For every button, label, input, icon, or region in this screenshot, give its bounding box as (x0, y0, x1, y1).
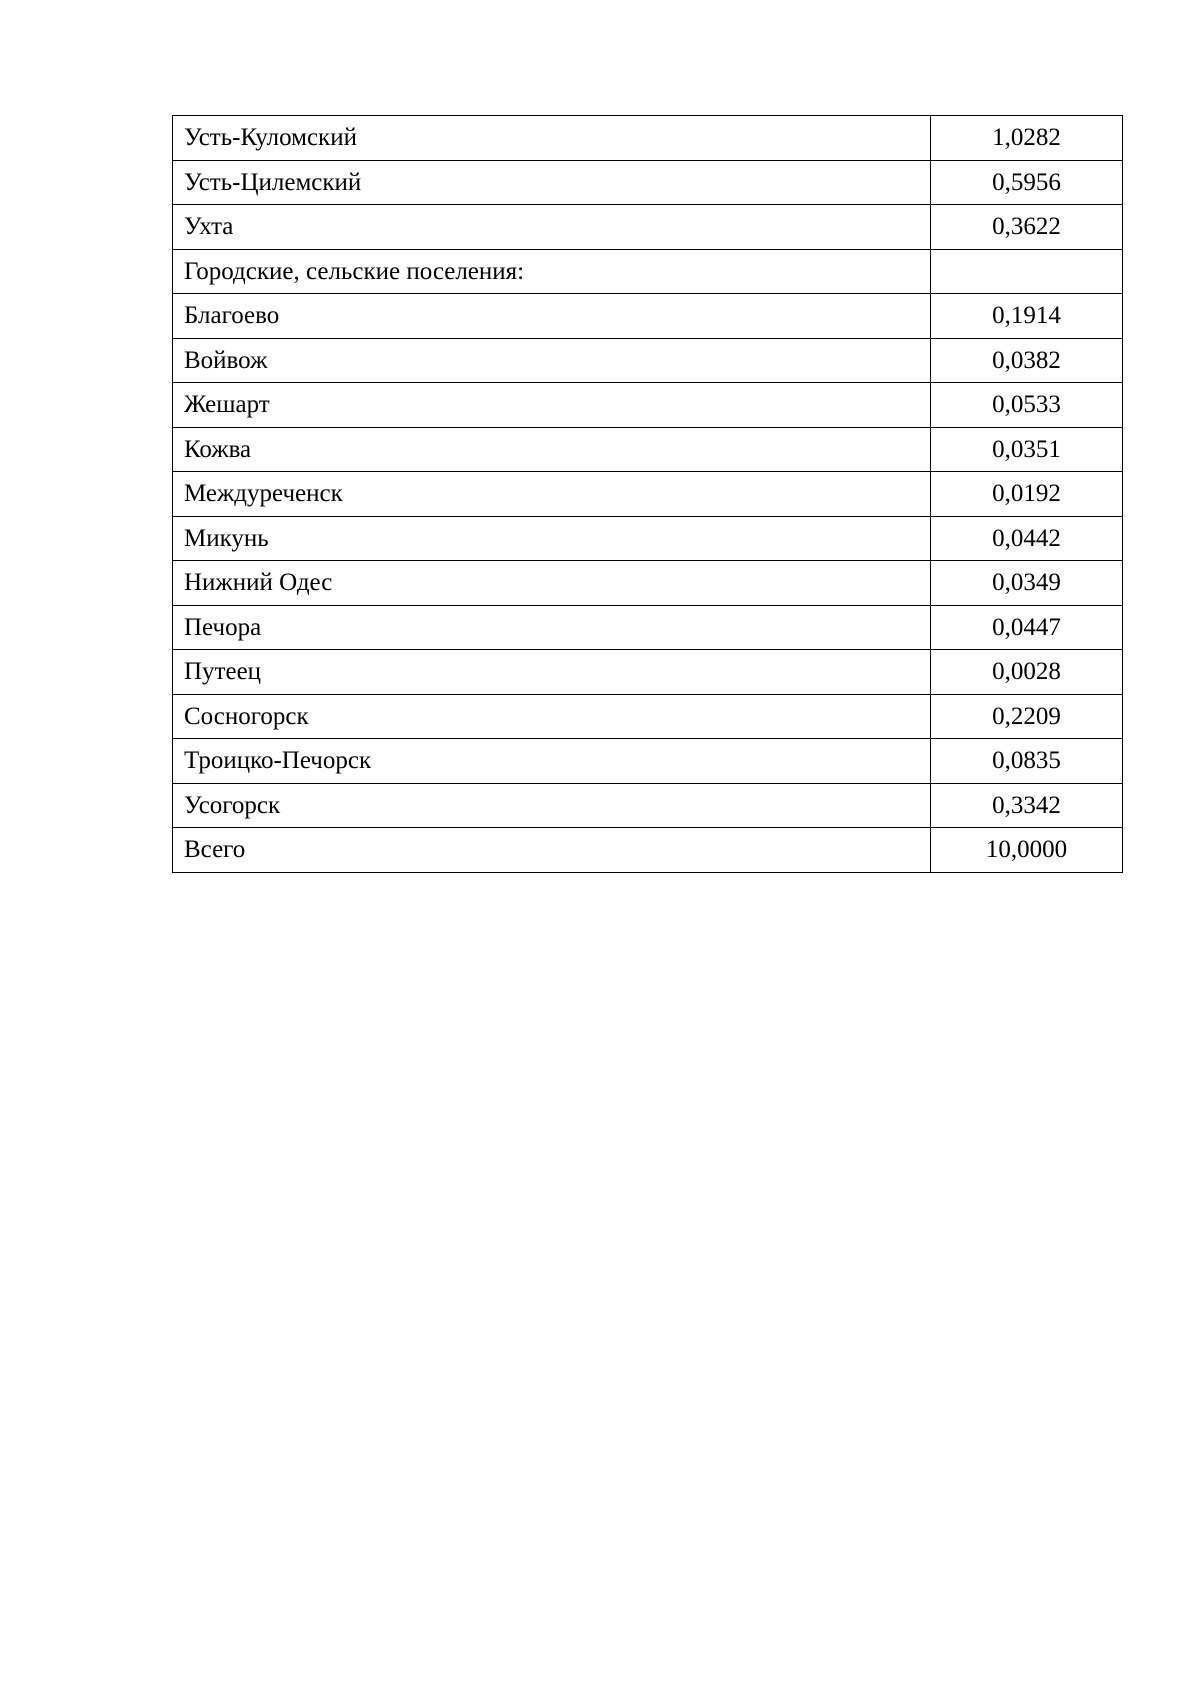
row-name-cell: Троицко-Печорск (173, 739, 931, 784)
table-row (173, 561, 1123, 606)
row-name-cell: Благоево (173, 294, 931, 339)
table-row (173, 694, 1123, 739)
row-value-cell (931, 249, 1123, 294)
total-value-cell: 10,0000 (931, 828, 1123, 873)
table-row (173, 650, 1123, 695)
row-name-cell: Жешарт (173, 383, 931, 428)
row-value-cell: 0,0382 (931, 338, 1123, 383)
table-row (173, 472, 1123, 517)
row-name-cell: Ухта (173, 205, 931, 250)
row-name-cell: Микунь (173, 516, 931, 561)
table-row (173, 427, 1123, 472)
table-row (173, 116, 1123, 161)
row-name-cell: Сосногорск (173, 694, 931, 739)
row-value-cell: 0,0351 (931, 427, 1123, 472)
row-value-cell: 0,0192 (931, 472, 1123, 517)
row-value-cell: 0,1914 (931, 294, 1123, 339)
row-value-cell: 0,2209 (931, 694, 1123, 739)
row-name-cell: Усть-Цилемский (173, 160, 931, 205)
table-section-row (173, 249, 1123, 294)
row-name-cell: Войвож (173, 338, 931, 383)
table-row (173, 205, 1123, 250)
table-row (173, 160, 1123, 205)
table-row (173, 739, 1123, 784)
table-body (173, 116, 1123, 873)
row-value-cell: 0,0447 (931, 605, 1123, 650)
row-name-cell: Усогорск (173, 783, 931, 828)
row-name-cell: Путеец (173, 650, 931, 695)
table-row (173, 338, 1123, 383)
section-heading-cell: Городские, сельские поселения: (173, 249, 931, 294)
row-value-cell: 1,0282 (931, 116, 1123, 161)
coefficients-table (172, 115, 1123, 873)
row-value-cell: 0,0835 (931, 739, 1123, 784)
table-row (173, 294, 1123, 339)
total-label-cell: Всего (173, 828, 931, 873)
table-row (173, 605, 1123, 650)
row-name-cell: Кожва (173, 427, 931, 472)
row-name-cell: Печора (173, 605, 931, 650)
row-value-cell: 0,3622 (931, 205, 1123, 250)
row-value-cell: 0,0442 (931, 516, 1123, 561)
row-name-cell: Междуреченск (173, 472, 931, 517)
row-value-cell: 0,5956 (931, 160, 1123, 205)
row-value-cell: 0,0349 (931, 561, 1123, 606)
row-value-cell: 0,0533 (931, 383, 1123, 428)
table-row (173, 383, 1123, 428)
row-name-cell: Нижний Одес (173, 561, 931, 606)
table-row (173, 783, 1123, 828)
row-name-cell: Усть-Куломский (173, 116, 931, 161)
table-total-row (173, 828, 1123, 873)
row-value-cell: 0,0028 (931, 650, 1123, 695)
table-row (173, 516, 1123, 561)
row-value-cell: 0,3342 (931, 783, 1123, 828)
